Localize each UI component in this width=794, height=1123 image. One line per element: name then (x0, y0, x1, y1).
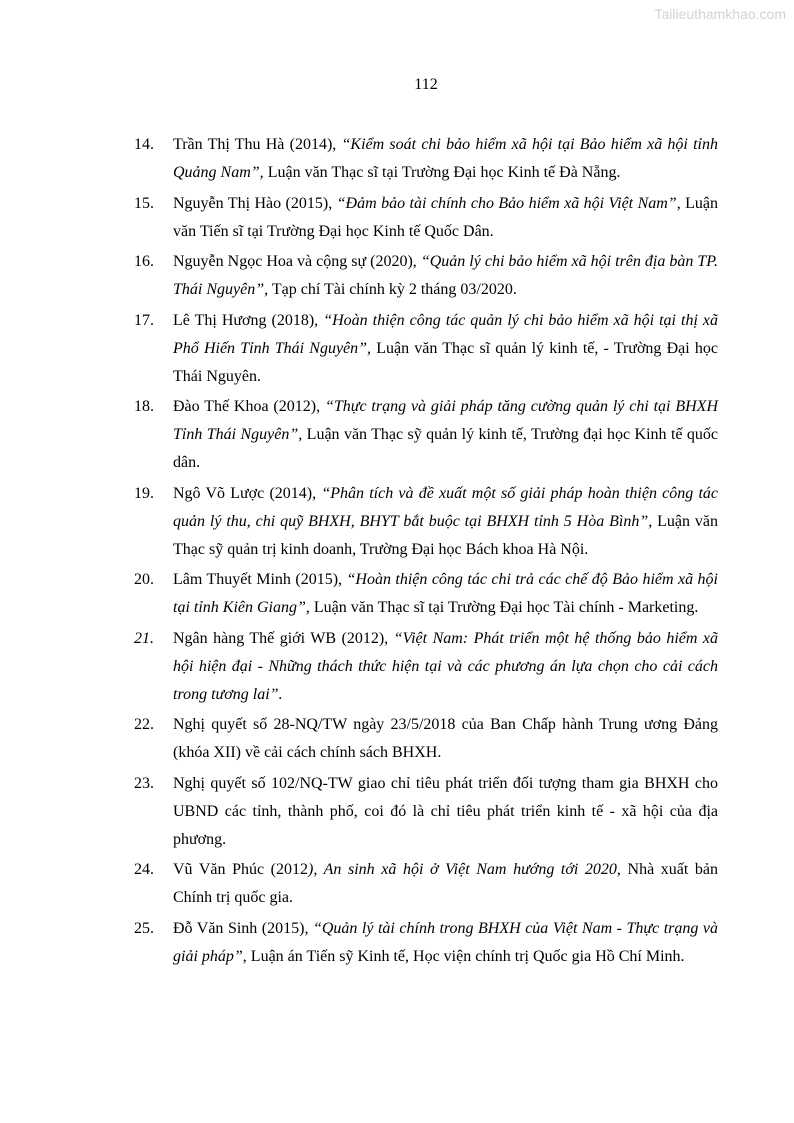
reference-title: “Hoàn thiện công tác chi trả các chế độ Bảo hiểm xã hội tại tỉnh Kiên Giang” (173, 571, 719, 616)
reference-text (173, 856, 718, 912)
reference-text (173, 625, 718, 709)
reference-text (173, 915, 718, 971)
reference-title: “Việt Nam: Phát triển một hệ thống bảo hiểm xã hội hiện đại - Những thách thức hiện tại và các phương án lựa chọn cho cải cách trong tương lai”. (173, 629, 719, 703)
reference-number: 17. (134, 311, 154, 329)
reference-segment: Tạp chí Tài chính kỳ 2 tháng 03/2020. (268, 281, 517, 298)
reference-segment: Luận văn Thạc sĩ tại Trường Đại học Kinh tế Đà Nẵng. (263, 164, 621, 181)
reference-number: 19. (134, 484, 154, 502)
reference-segment: Nghị quyết số 28-NQ/TW ngày 23/5/2018 của Ban Chấp hành Trung ương Đảng (khóa XII) về cải cách chính sách BHXH. (173, 716, 718, 761)
watermark: Tailieuthamkhao.com (654, 6, 786, 22)
reference-segment: Ngân hàng Thế giới WB (2012), (173, 629, 394, 647)
reference-number: 25. (134, 919, 154, 937)
reference-item (134, 915, 718, 971)
reference-item (134, 711, 718, 767)
reference-item (134, 566, 718, 622)
reference-number: 24. (134, 861, 154, 878)
reference-segment: Luận văn Thạc sĩ quản lý kinh tế, - Trường Đại học Thái Nguyên. (173, 339, 718, 385)
reference-number: 23. (134, 774, 154, 792)
reference-segment: Đào Thế Khoa (2012), (173, 398, 325, 415)
reference-text (173, 190, 718, 246)
reference-title: ), An sinh xã hội ở Việt Nam hướng tới 2020, (308, 861, 621, 878)
reference-list (134, 131, 718, 973)
reference-segment: Nghị quyết số 102/NQ-TW giao chỉ tiêu phát triển đối tượng tham gia BHXH cho UBND các tỉnh, thành phố, coi đó là chỉ tiêu phát triển kinh tế - xã hội của địa phương. (173, 774, 718, 848)
reference-item (134, 856, 718, 912)
reference-segment: Luận văn Thạc sỹ quản lý kinh tế, Trường đại học Kinh tế quốc dân. (173, 426, 718, 471)
reference-title: “Thực trạng và giải pháp tăng cường quản lý chi tại BHXH Tỉnh Thái Nguyên”, (173, 398, 718, 443)
reference-item (134, 131, 718, 187)
reference-item (134, 770, 718, 854)
reference-segment: , Luận văn Tiến sĩ tại Trường Đại học Kinh tế Quốc Dân. (173, 194, 719, 240)
reference-title: “Phân tích và đề xuất một số giải pháp hoàn thiện công tác quản lý thu, chi quỹ BHXH, BHYT bắt buộc tại BHXH tỉnh 5 Hòa Bình”, (173, 484, 719, 530)
reference-item (134, 625, 718, 709)
reference-title: “Đảm bảo tài chính cho Bảo hiểm xã hội Việt Nam” (336, 194, 677, 212)
reference-text (173, 131, 718, 187)
reference-item (134, 393, 718, 477)
reference-segment: , Luận án Tiến sỹ Kinh tế, Học viện chính trị Quốc gia Hồ Chí Minh. (242, 947, 685, 965)
reference-number: 18. (134, 398, 154, 415)
reference-segment: Đỗ Văn Sinh (2015), (173, 919, 313, 937)
reference-item (134, 307, 718, 391)
reference-segment: Vũ Văn Phúc (2012 (173, 861, 309, 878)
reference-segment: Nguyễn Thị Hào (2015), (173, 194, 337, 212)
reference-text (173, 770, 718, 854)
reference-text (173, 307, 718, 391)
reference-segment: Nhà xuất bản Chính trị quốc gia. (173, 861, 718, 906)
reference-number: 16. (134, 253, 154, 270)
reference-text (173, 711, 718, 767)
reference-text (173, 248, 718, 304)
reference-text (173, 480, 718, 564)
reference-title: “Hoàn thiện công tác quản lý chi bảo hiểm xã hội tại thị xã Phổ Hiến Tỉnh Thái Nguyên”, (173, 311, 719, 357)
reference-segment: Lê Thị Hương (2018), (173, 311, 324, 329)
reference-number: 14. (134, 136, 154, 153)
reference-text (173, 566, 718, 622)
reference-number: 21. (134, 629, 154, 647)
reference-segment: , Luận văn Thạc sĩ tại Trường Đại học Tài chính - Marketing. (305, 599, 699, 616)
reference-item (134, 248, 718, 304)
reference-number: 20. (134, 571, 154, 588)
reference-number: 22. (134, 716, 154, 733)
reference-segment: Luận văn Thạc sỹ quản trị kinh doanh, Trường Đại học Bách khoa Hà Nội. (173, 512, 718, 558)
reference-segment: Trần Thị Thu Hà (2014), (173, 136, 342, 153)
reference-text (173, 393, 718, 477)
reference-segment: Nguyễn Ngọc Hoa và cộng sự (2020), (173, 253, 421, 270)
reference-title: “Quản lý chi bảo hiểm xã hội trên địa bàn TP. Thái Nguyên”, (173, 253, 718, 298)
reference-title: “Kiểm soát chi bảo hiểm xã hội tại Bảo hiểm xã hội tỉnh Quảng Nam”, (173, 136, 718, 181)
page-number: 112 (414, 76, 438, 93)
reference-item (134, 480, 718, 564)
reference-title: “Quản lý tài chính trong BHXH của Việt Nam - Thực trạng và giải pháp” (173, 919, 719, 965)
reference-segment: Lâm Thuyết Minh (2015), (173, 571, 347, 588)
reference-number: 15. (134, 194, 154, 212)
reference-segment: Ngô Võ Lược (2014), (173, 484, 322, 502)
reference-item (134, 190, 718, 246)
